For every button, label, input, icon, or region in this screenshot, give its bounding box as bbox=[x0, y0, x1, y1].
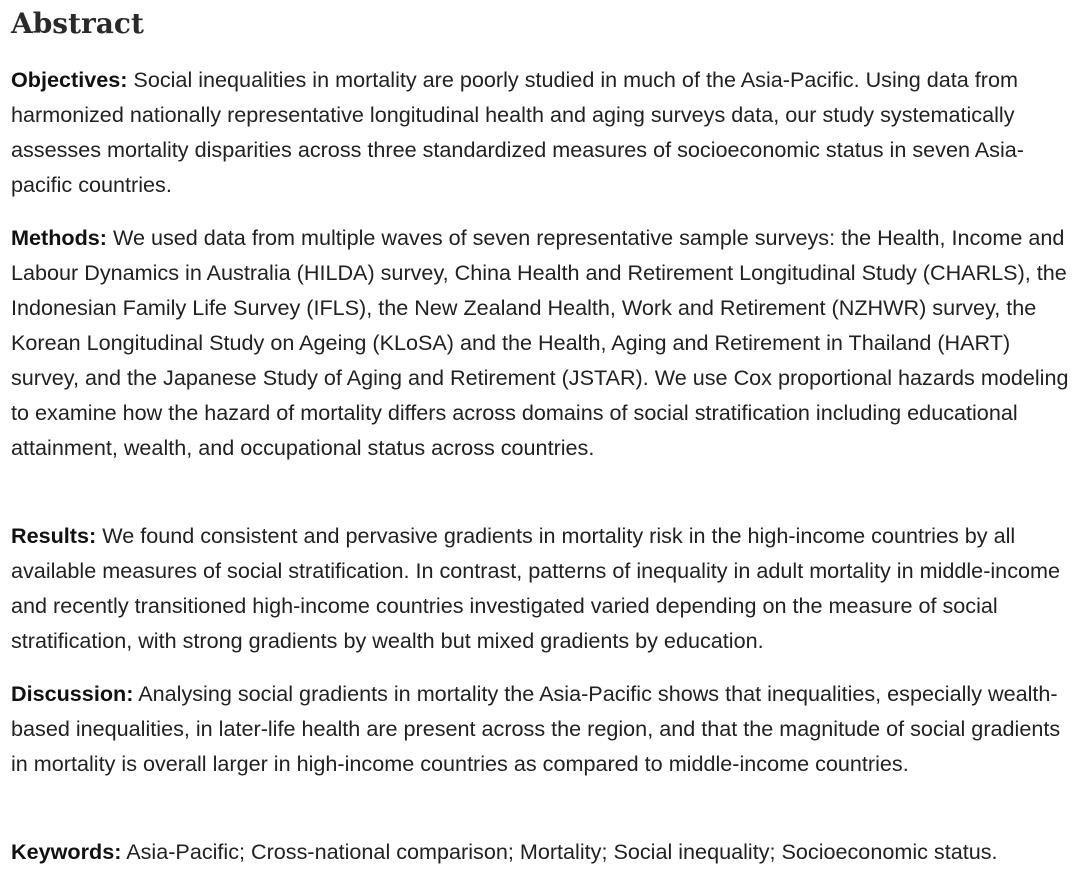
results-label: Results: bbox=[11, 523, 97, 548]
methods-paragraph bbox=[11, 220, 1073, 465]
discussion-text: Analysing social gradients in mortality the Asia-Pacific shows that inequalities, especially wealth-based inequalities, in later-life health are present across the region, and that the magnitude of social gradients in mortality is overall larger in high-income countries as compared to middle-income countries. bbox=[11, 681, 1061, 776]
abstract-heading: Abstract bbox=[11, 7, 144, 40]
results-paragraph bbox=[11, 518, 1073, 658]
abstract-section bbox=[11, 0, 1073, 864]
objectives-text: Social inequalities in mortality are poorly studied in much of the Asia-Pacific. Using data from harmonized nationally representative longitudinal health and aging surveys data, our study systematically assesses mortality disparities across three standardized measures of socioeconomic status in seven Asia-pacific countries. bbox=[11, 67, 1024, 197]
discussion-label: Discussion: bbox=[11, 681, 134, 706]
keywords-label: Keywords: bbox=[11, 839, 122, 864]
discussion-paragraph bbox=[11, 676, 1073, 781]
results-text: We found consistent and pervasive gradients in mortality risk in the high-income countries by all available measures of social stratification. In contrast, patterns of inequality in adult mortality in middle-income and recently transitioned high-income countries investigated varied depending on the measure of social stratification, with strong gradients by wealth but mixed gradients by education. bbox=[11, 523, 1060, 653]
methods-label: Methods: bbox=[11, 225, 107, 250]
keywords-text: Asia-Pacific; Cross-national comparison; Mortality; Social inequality; Socioeconomic status. bbox=[126, 839, 998, 864]
objectives-paragraph bbox=[11, 62, 1073, 202]
keywords-paragraph bbox=[11, 834, 1073, 869]
objectives-label: Objectives: bbox=[11, 67, 128, 92]
methods-text: We used data from multiple waves of seven representative sample surveys: the Health, Income and Labour Dynamics in Australia (HILDA) survey, China Health and Retirement Longitudinal Study (CHARLS), the Indonesian Family Life Survey (IFLS), the New Zealand Health, Work and Retirement (NZHWR) survey, the Korean Longitudinal Study on Ageing (KLoSA) and the Health, Aging and Retirement in Thailand (HART) survey, and the Japanese Study of Aging and Retirement (JSTAR). We use Cox proportional hazards modeling to examine how the hazard of mortality differs across domains of social stratification including educational attainment, wealth, and occupational status across countries. bbox=[11, 225, 1069, 460]
